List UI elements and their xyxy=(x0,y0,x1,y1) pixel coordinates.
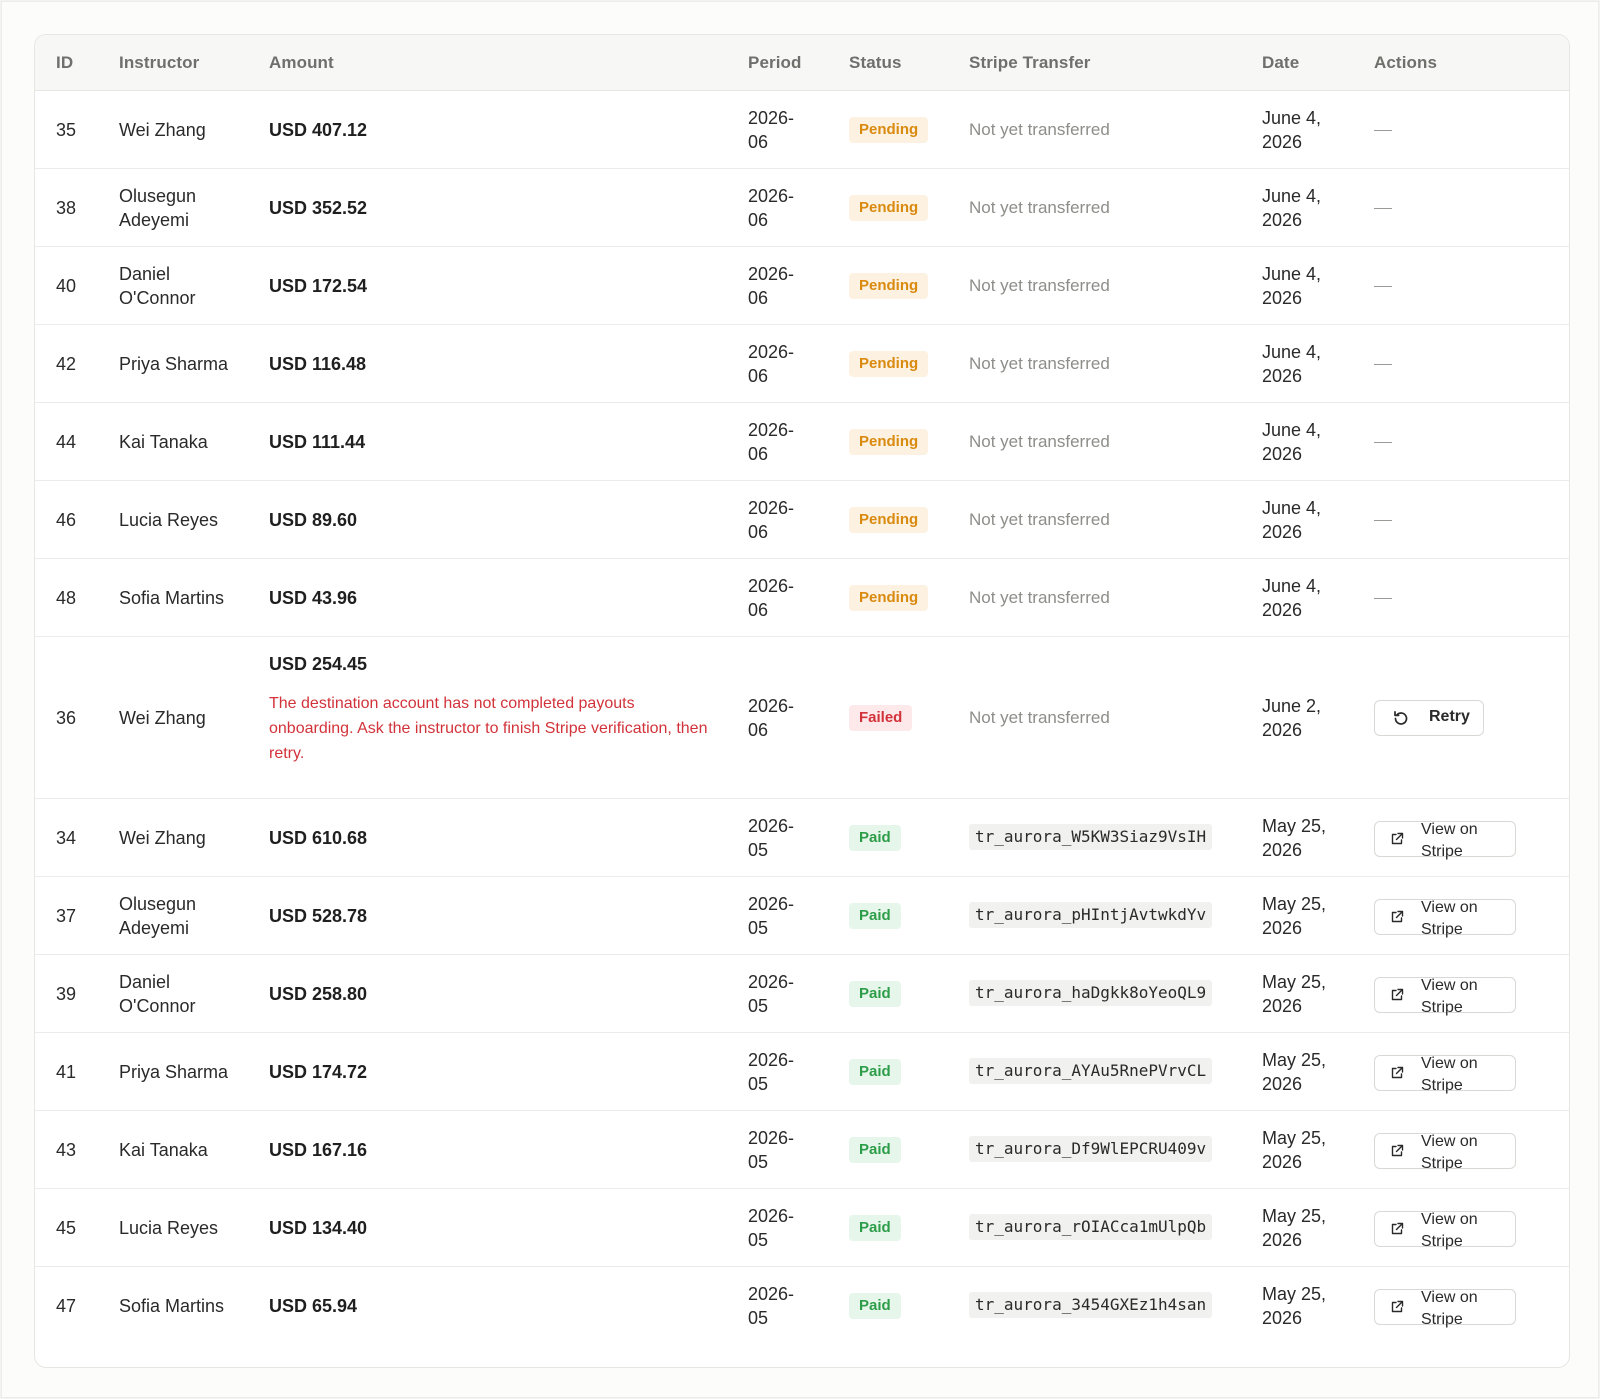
view-on-stripe-button[interactable] xyxy=(1374,1211,1516,1250)
table-row xyxy=(35,169,1569,247)
row-id: 44 xyxy=(56,432,77,452)
row-amount: USD 528.78 xyxy=(269,906,368,926)
status-badge: Pending xyxy=(849,195,928,221)
row-action-none xyxy=(1374,508,1392,521)
row-amount: USD 172.54 xyxy=(269,276,368,296)
row-stripe-transfer xyxy=(969,824,1249,850)
table-row xyxy=(35,877,1569,955)
row-stripe-transfer: Not yet transferred xyxy=(969,120,1110,139)
status-badge: Pending xyxy=(849,429,928,455)
row-instructor: Wei Zhang xyxy=(119,708,206,728)
row-stripe-transfer: Not yet transferred xyxy=(969,708,1110,727)
row-status xyxy=(849,506,928,533)
row-status xyxy=(849,272,928,299)
header-date[interactable]: Date xyxy=(1262,53,1300,72)
view-on-stripe-label: View on Stripe xyxy=(1421,1133,1478,1172)
row-status xyxy=(849,902,901,929)
row-id: 39 xyxy=(56,984,77,1004)
transfer-id: tr_aurora_pHIntjAvtwkdYv xyxy=(969,902,1212,928)
row-period: 2026- 06 xyxy=(748,264,795,308)
status-badge: Pending xyxy=(849,507,928,533)
table-header xyxy=(35,35,1569,91)
row-period: 2026- 06 xyxy=(748,696,795,740)
row-stripe-transfer xyxy=(969,902,1249,928)
transfer-id: tr_aurora_3454GXEz1h4san xyxy=(969,1292,1212,1318)
retry-button[interactable] xyxy=(1374,700,1484,736)
row-stripe-transfer xyxy=(969,1292,1249,1318)
row-amount: USD 116.48 xyxy=(269,354,367,374)
view-on-stripe-button[interactable] xyxy=(1374,821,1516,860)
row-date: May 25, 2026 xyxy=(1262,1128,1327,1172)
row-stripe-transfer xyxy=(969,1214,1249,1240)
row-status xyxy=(849,428,928,455)
table-row xyxy=(35,1189,1569,1267)
row-date: June 4, 2026 xyxy=(1262,108,1322,152)
row-amount: USD 407.12 xyxy=(269,120,368,140)
row-stripe-transfer: Not yet transferred xyxy=(969,354,1110,373)
row-stripe-transfer xyxy=(969,1058,1249,1084)
transfer-id: tr_aurora_haDgkk8oYeoQL9 xyxy=(969,980,1212,1006)
row-date: June 4, 2026 xyxy=(1262,576,1322,620)
row-period: 2026- 05 xyxy=(748,816,795,860)
view-on-stripe-button[interactable] xyxy=(1374,1055,1516,1094)
row-status xyxy=(849,350,928,377)
table-row xyxy=(35,559,1569,637)
row-id: 40 xyxy=(56,276,77,296)
table-row xyxy=(35,637,1569,799)
row-action-none xyxy=(1374,586,1392,599)
status-badge: Pending xyxy=(849,585,928,611)
row-instructor: Olusegun Adeyemi xyxy=(119,894,197,938)
row-stripe-transfer: Not yet transferred xyxy=(969,510,1110,529)
status-badge: Paid xyxy=(849,1059,901,1085)
row-status xyxy=(849,1058,901,1085)
transfer-id: tr_aurora_AYAu5RnePVrvCL xyxy=(969,1058,1212,1084)
status-badge: Paid xyxy=(849,1215,901,1241)
view-on-stripe-button[interactable] xyxy=(1374,1289,1516,1328)
external-link-icon xyxy=(1390,910,1404,924)
status-badge: Pending xyxy=(849,117,928,143)
row-instructor: Priya Sharma xyxy=(119,1062,229,1082)
row-date: May 25, 2026 xyxy=(1262,1284,1327,1328)
row-instructor: Daniel O'Connor xyxy=(119,972,196,1016)
row-instructor: Lucia Reyes xyxy=(119,510,219,530)
transfer-id: tr_aurora_Df9WlEPCRU409v xyxy=(969,1136,1212,1162)
header-amount[interactable]: Amount xyxy=(269,53,334,72)
row-instructor: Sofia Martins xyxy=(119,1296,225,1316)
row-date: May 25, 2026 xyxy=(1262,1050,1327,1094)
row-status xyxy=(849,584,928,611)
table-row xyxy=(35,403,1569,481)
table-row xyxy=(35,1267,1569,1345)
row-id: 41 xyxy=(56,1062,77,1082)
status-badge: Paid xyxy=(849,981,901,1007)
view-on-stripe-label: View on Stripe xyxy=(1421,1055,1478,1094)
row-instructor: Wei Zhang xyxy=(119,828,206,848)
header-period[interactable]: Period xyxy=(748,53,802,72)
row-date: June 4, 2026 xyxy=(1262,420,1322,464)
row-error-message: The destination account has not completed payouts onboarding. Ask the instructor to finish Stripe verification, then retry. xyxy=(269,695,708,762)
row-action-none xyxy=(1374,274,1392,287)
row-id: 43 xyxy=(56,1140,77,1160)
row-amount: USD 65.94 xyxy=(269,1296,358,1316)
status-badge: Paid xyxy=(849,1293,901,1319)
table-row xyxy=(35,1033,1569,1111)
table-row xyxy=(35,91,1569,169)
row-action-none xyxy=(1374,430,1392,443)
row-amount: USD 174.72 xyxy=(269,1062,368,1082)
row-period: 2026- 06 xyxy=(748,420,795,464)
row-period: 2026- 05 xyxy=(748,1128,795,1172)
row-instructor: Kai Tanaka xyxy=(119,432,208,452)
page xyxy=(1,1,1599,1398)
row-date: June 2, 2026 xyxy=(1262,696,1322,740)
table-row xyxy=(35,955,1569,1033)
row-id: 45 xyxy=(56,1218,77,1238)
header-id[interactable]: ID xyxy=(56,53,74,72)
status-badge: Paid xyxy=(849,903,901,929)
row-date: June 4, 2026 xyxy=(1262,498,1322,542)
table-row xyxy=(35,325,1569,403)
row-status xyxy=(849,1292,901,1319)
row-amount: USD 167.16 xyxy=(269,1140,368,1160)
row-status xyxy=(849,194,928,221)
header-status[interactable]: Status xyxy=(849,53,902,72)
view-on-stripe-label: View on Stripe xyxy=(1421,977,1478,1016)
view-on-stripe-label: View on Stripe xyxy=(1421,899,1478,938)
row-period: 2026- 05 xyxy=(748,894,795,938)
status-badge: Failed xyxy=(849,705,912,731)
row-period: 2026- 05 xyxy=(748,972,795,1016)
row-instructor: Olusegun Adeyemi xyxy=(119,186,197,230)
row-stripe-transfer: Not yet transferred xyxy=(969,198,1110,217)
row-instructor: Priya Sharma xyxy=(119,354,229,374)
retry-label: Retry xyxy=(1429,708,1470,725)
transfer-id: tr_aurora_W5KW3Siaz9VsIH xyxy=(969,824,1212,850)
row-date: May 25, 2026 xyxy=(1262,816,1327,860)
table-row xyxy=(35,481,1569,559)
transfer-id: tr_aurora_rOIACca1mUlpQb xyxy=(969,1214,1212,1240)
row-status xyxy=(849,1214,901,1241)
table-row xyxy=(35,1111,1569,1189)
status-badge: Paid xyxy=(849,825,901,851)
row-id: 36 xyxy=(56,708,77,728)
row-id: 37 xyxy=(56,906,77,926)
external-link-icon xyxy=(1390,1222,1404,1236)
row-id: 35 xyxy=(56,120,77,140)
row-period: 2026- 06 xyxy=(748,576,795,620)
row-stripe-transfer: Not yet transferred xyxy=(969,276,1110,295)
row-status xyxy=(849,116,928,143)
row-stripe-transfer xyxy=(969,1136,1249,1162)
row-instructor: Lucia Reyes xyxy=(119,1218,219,1238)
header-stripe-transfer[interactable]: Stripe Transfer xyxy=(969,53,1091,72)
row-id: 42 xyxy=(56,354,77,374)
row-date: May 25, 2026 xyxy=(1262,972,1327,1016)
view-on-stripe-label: View on Stripe xyxy=(1421,1289,1478,1328)
row-amount: USD 134.40 xyxy=(269,1218,368,1238)
row-id: 48 xyxy=(56,588,77,608)
row-date: June 4, 2026 xyxy=(1262,186,1322,230)
table-row xyxy=(35,799,1569,877)
external-link-icon xyxy=(1390,1144,1404,1158)
row-status xyxy=(849,1136,901,1163)
row-amount: USD 89.60 xyxy=(269,510,358,530)
row-id: 38 xyxy=(56,198,77,218)
external-link-icon xyxy=(1390,832,1404,846)
row-date: May 25, 2026 xyxy=(1262,1206,1327,1250)
header-actions: Actions xyxy=(1374,53,1438,72)
status-badge: Pending xyxy=(849,273,928,299)
row-stripe-transfer xyxy=(969,980,1249,1006)
row-id: 46 xyxy=(56,510,77,530)
row-instructor: Wei Zhang xyxy=(119,120,206,140)
row-period: 2026- 06 xyxy=(748,498,795,542)
row-id: 34 xyxy=(56,828,77,848)
row-amount: USD 254.45 xyxy=(269,654,368,674)
row-amount: USD 111.44 xyxy=(269,432,366,452)
row-date: May 25, 2026 xyxy=(1262,894,1327,938)
view-on-stripe-label: View on Stripe xyxy=(1421,1211,1478,1250)
status-badge: Pending xyxy=(849,351,928,377)
row-action-none xyxy=(1374,352,1392,365)
row-action-none xyxy=(1374,118,1392,131)
view-on-stripe-button[interactable] xyxy=(1374,1133,1516,1172)
row-amount: USD 43.96 xyxy=(269,588,358,608)
row-action-none xyxy=(1374,196,1392,209)
row-period: 2026- 05 xyxy=(748,1284,795,1328)
row-status xyxy=(849,980,901,1007)
row-instructor: Sofia Martins xyxy=(119,588,225,608)
table-row xyxy=(35,247,1569,325)
header-instructor[interactable]: Instructor xyxy=(119,53,200,72)
row-period: 2026- 06 xyxy=(748,108,795,152)
row-period: 2026- 06 xyxy=(748,186,795,230)
row-amount: USD 258.80 xyxy=(269,984,368,1004)
row-status xyxy=(849,704,912,731)
external-link-icon xyxy=(1390,1066,1404,1080)
row-date: June 4, 2026 xyxy=(1262,342,1322,386)
row-instructor: Kai Tanaka xyxy=(119,1140,208,1160)
view-on-stripe-label: View on Stripe xyxy=(1421,821,1478,860)
row-period: 2026- 05 xyxy=(748,1050,795,1094)
row-period: 2026- 06 xyxy=(748,342,795,386)
external-link-icon xyxy=(1390,1300,1404,1314)
retry-icon xyxy=(1391,709,1411,729)
row-stripe-transfer: Not yet transferred xyxy=(969,588,1110,607)
row-stripe-transfer: Not yet transferred xyxy=(969,432,1110,451)
payouts-table xyxy=(34,34,1570,1368)
row-amount: USD 610.68 xyxy=(269,828,368,848)
row-period: 2026- 05 xyxy=(748,1206,795,1250)
external-link-icon xyxy=(1390,988,1404,1002)
row-status xyxy=(849,824,901,851)
row-instructor: Daniel O'Connor xyxy=(119,264,196,308)
row-date: June 4, 2026 xyxy=(1262,264,1322,308)
view-on-stripe-button[interactable] xyxy=(1374,899,1516,938)
row-id: 47 xyxy=(56,1296,77,1316)
view-on-stripe-button[interactable] xyxy=(1374,977,1516,1016)
status-badge: Paid xyxy=(849,1137,901,1163)
row-amount: USD 352.52 xyxy=(269,198,368,218)
